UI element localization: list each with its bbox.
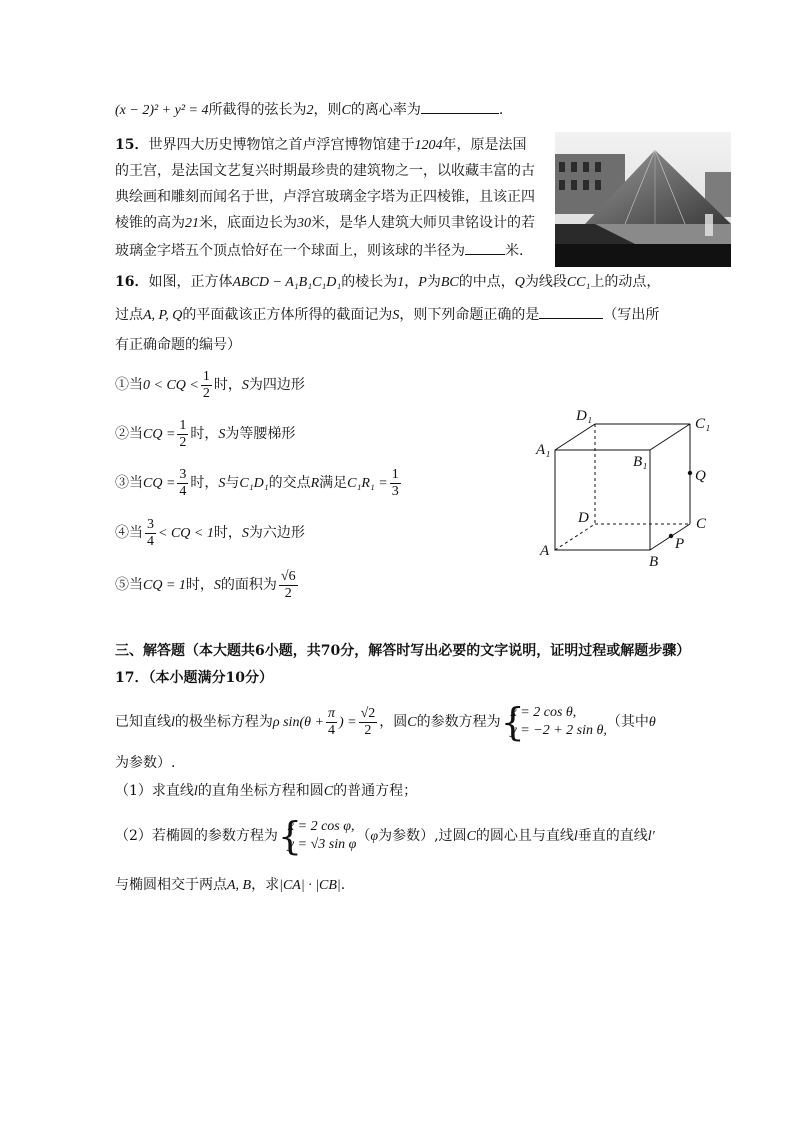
fraction-pi-4 [326,706,337,739]
q16-line1 [115,271,660,294]
option-text: ④当 [115,525,143,541]
q17-title: 17．（本小题满分10分） [115,670,273,686]
q16-text: 的棱长为 [341,274,398,290]
denominator: 4 [147,533,154,549]
label-c: C [696,516,707,532]
q16-option-2 [115,416,295,453]
var-s: S [213,578,221,593]
var-c: C [341,103,351,118]
q15-line5 [115,240,523,262]
q16-text: ， [404,274,419,290]
var-c: C [407,715,417,730]
q15-text: 米，是华人建筑大师贝聿铭设计的若 [311,215,535,231]
q17-text: ，圆 [379,714,408,730]
q17-line2: 为参数）. [115,755,176,771]
option-expr: CQ = [143,427,176,442]
polar-eq: ) = [338,715,357,730]
point-p [669,534,673,538]
option-text: 的面积为 [220,577,277,593]
option-expr: CQ = [143,476,176,491]
q16-text: （写出所 [603,307,660,323]
q17-text: ，求 [251,877,280,893]
label-c1: C₁ [695,416,711,432]
denominator: 2 [179,434,187,450]
var-l: l [573,829,578,844]
option-expr: C₁R₁ = [347,476,388,491]
denominator: 2 [364,722,372,738]
denominator: 2 [284,585,292,601]
option-text: 时， [190,426,219,442]
option-text: 为六边形 [248,525,305,541]
var-theta: θ [648,715,656,730]
option-text: 时， [213,525,242,541]
var-r: R [310,476,320,491]
label-a: A [540,543,550,559]
q17-part2 [115,814,655,859]
answer-blank [421,99,499,114]
q16-option-3 [115,465,403,502]
edge-b1c1 [650,424,690,450]
option-expr: CQ = 1 [143,578,186,593]
answer-blank [539,304,603,319]
q17-text: 的圆心且与直线 [475,828,574,844]
system-row: y = −2 + 2 sin θ, [510,723,607,738]
q17-text: 为参数）,过圆 [378,828,467,844]
q15-height: 21 [185,216,199,231]
var-bc: BC [440,275,459,290]
option-expr: 0 < CQ < [143,378,199,393]
numerator: √2 [360,705,376,721]
q16-option-1 [115,367,305,404]
fraction [201,369,212,402]
answer-blank [465,240,505,255]
var-s: S [392,308,400,323]
q17-text: 的普通方程； [333,783,418,799]
var-p: P [418,275,427,290]
system-row: x = 2 cos φ, [287,819,355,834]
q17-text: 的直角坐标方程和圆 [197,783,324,799]
var-c: C [466,829,476,844]
q16-line2 [115,304,659,327]
numerator: 1 [179,417,187,433]
q15-text: 年，原是法国 [442,137,527,153]
var-phi: φ [370,829,379,844]
q17-text: 垂直的直线 [577,828,648,844]
denominator: 2 [202,385,210,401]
q16-number: 16． [115,274,149,290]
points-ab: A, B [227,878,252,893]
option-text: 的交点 [268,475,311,491]
fraction [390,467,401,500]
q16-text: 的中点， [458,274,515,290]
option-text: 时， [190,475,219,491]
var-s: S [241,526,249,541]
q15-text: 棱锥的高为 [115,215,185,231]
var-q: Q [514,275,525,290]
denominator: 4 [179,483,187,499]
numerator: 1 [202,368,210,384]
q17-text: 的极坐标方程为 [174,714,273,730]
product-expr: |CA| · |CB| [279,878,341,893]
q15-number: 15． [115,137,149,153]
q17-text: （1）求直线 [115,783,194,799]
label-d1: D₁ [576,408,593,424]
q17-text: 已知直线 [115,714,171,730]
q16-text: 为 [426,274,441,290]
var-c: C [323,784,334,799]
var-s: S [241,378,249,393]
fraction [177,467,188,500]
q15-line3: 典绘画和雕刻而闻名于世，卢浮宫玻璃金字塔为正四棱锥，且该正四 [115,189,535,205]
q15-line2: 的王宫，是法国文艺复兴时期最珍贵的建筑物之一，以收藏丰富的古 [115,163,535,179]
q16-text: 过点 [115,307,143,323]
q15-side: 30 [297,216,311,231]
option-text: 时， [213,377,242,393]
edge-a1d1 [555,424,595,450]
q15-line4 [115,212,535,235]
edge-ad [555,524,595,550]
q17-text: . [340,877,346,893]
fraction [279,569,298,602]
q16-text: 为线段 [524,274,567,290]
q17-line1 [115,700,656,745]
label-b1: B₁ [633,454,648,470]
option-expr: < CQ < 1 [158,526,214,541]
q16-line3: 有正确命题的编号） [115,337,241,353]
q15-text: 米. [505,243,524,259]
louvre-pyramid-photo [555,132,731,267]
label-d: D [578,510,589,526]
var-c1d1: C₁D₁ [239,476,269,491]
q16-text: ，则下列命题正确的是 [399,307,540,323]
system-row: y = √3 sin φ [287,837,357,852]
q17-text: （2）若椭圆的参数方程为 [115,828,278,844]
option-text: 与 [225,475,240,491]
option-text: 为四边形 [248,377,305,393]
numerator: 3 [147,516,154,532]
q17-text: 的参数方程为 [416,714,501,730]
q17-text: （其中 [606,714,649,730]
q17-last-line [115,874,345,897]
fraction [145,517,156,550]
q14-text: 所截得的弦长为 [208,102,307,118]
numerator: √6 [280,568,296,584]
system-row: x = 2 cos θ, [510,705,577,720]
chord-length: 2 [306,103,314,118]
q16-option-5 [115,566,300,605]
var-l: l [193,784,198,799]
var-s: S [218,427,226,442]
numerator: 1 [391,466,399,482]
option-text: 满足 [319,475,348,491]
label-q: Q [695,468,706,484]
numerator: π [327,705,335,721]
label-a1: A₁ [536,442,551,458]
q16-text: 如图，正方体 [148,274,233,290]
section3-heading: 三、解答题（本大题共6小题，共70分，解答时写出必要的文字说明，证明过程或解题步骤） [115,643,691,659]
cube-figure [530,402,730,572]
brace-icon: { [500,700,525,744]
option-text: ②当 [115,426,143,442]
var-l: l [171,715,175,730]
brace-icon: { [277,814,303,858]
q17-text: 与椭圆相交于两点 [115,877,227,893]
var-l-prime: l′ [647,829,655,844]
q17-part1 [115,780,417,803]
cube-name: ABCD − A₁B₁C₁D₁ [232,275,342,290]
q14-end: . [498,102,504,118]
q14-tail-line [115,99,503,122]
denominator: 4 [327,722,335,738]
edge-length: 1 [397,275,405,290]
var-cc1: CC₁ [566,275,591,290]
points-apq: A, P, Q [143,308,183,323]
option-text: ①当 [115,377,143,393]
q14-text: ，则 [313,102,342,118]
q15-year: 1204 [414,138,443,153]
q16-text: 上的动点， [590,274,661,290]
denominator: 3 [391,483,399,499]
q17-text: （ [356,828,371,844]
option-text: ③当 [115,475,143,491]
option-text: 时， [185,577,214,593]
label-b: B [649,554,659,570]
q14-text: 的离心率为 [350,102,421,118]
circle-equation: (x − 2)² + y² = 4 [115,103,209,118]
option-text: ⑤当 [115,577,143,593]
circle-param-system [500,700,607,744]
q15-text: 玻璃金字塔五个顶点恰好在一个球面上，则该球的半径为 [115,243,465,259]
numerator: 3 [179,466,187,482]
point-q [688,471,692,475]
q15-text: 米，底面边长为 [199,215,297,231]
var-s: S [218,476,226,491]
q15-text: 世界四大历史博物馆之首卢浮宫博物馆建于 [148,137,415,153]
polar-eq: ρ sin(θ + [272,715,324,730]
fraction [177,418,188,451]
q16-text: 的平面截该正方体所得的截面记为 [182,307,393,323]
fraction-sqrt2-2 [359,706,378,739]
label-p: P [675,536,685,552]
q15-line1 [115,134,526,157]
q16-option-4 [115,515,305,552]
option-text: 为等腰梯形 [225,426,296,442]
ellipse-param-system [277,814,357,858]
